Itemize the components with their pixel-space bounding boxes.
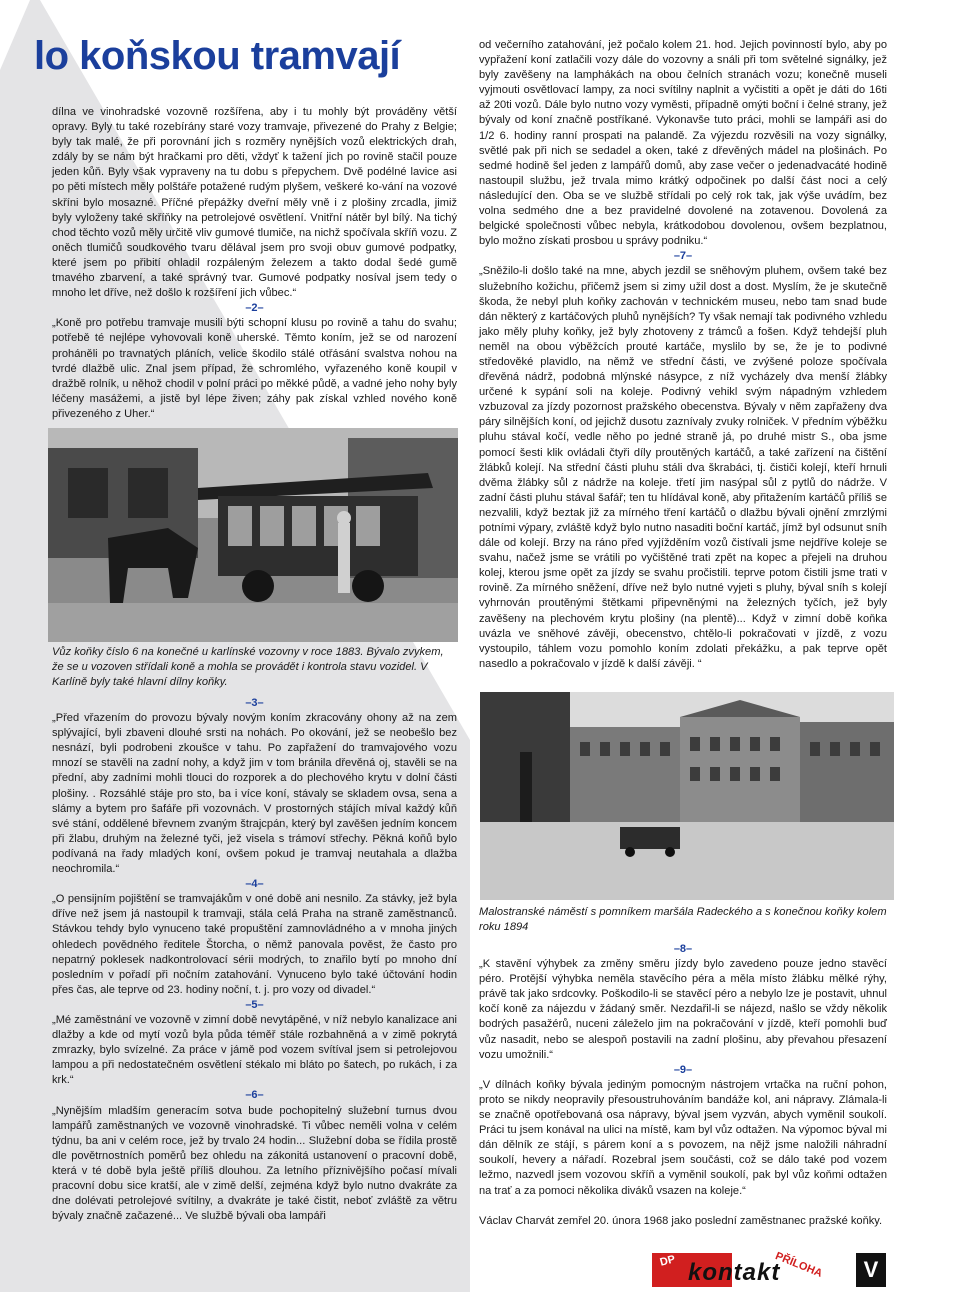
- intro-paragraph: dílna ve vinohradské vozovně rozšířena, aby i tu mohly být prováděny větší opravy. Byly tu také rozebírány staré vozy tramvaje, přivezené do Prahy z Belgie; byly tak malé, že při porovnání jich s rozměry nynějších vozů elektrických drah, zdály by se nám být hračkami pro děti, vždyť k tažení jich po rovině stačil pouze jeden kůň. Byly však vypraveny na tu dobu s přepychem. Dvě podélné lavice asi po pěti místech měly polštáře potažené rudým plyšem, veškeré ko-vání na vozové skříni bylo mosazné. Příčné přepážky dveřní měly vně i z plošiny zrcadla, jimiž byly vyloženy také skříňky na petrolejové osvětlení. Vnitřní nátěr byl bílý. Na tichý chod těchto vozů měly určitě vliv gumové tlumiče, na nichž spočívala skříň vozu. Z oněch tlumičů soudkového tvaru dělával jsem pro svoji obuv gumové podpatky, které jsem po přibití ohladil rozpáleným železem a takto dodal šedé gumě tmavého zbarvení, a také správný tvar. Gumové podpatky nosíval jsem tedy o mnoho let dříve, než došlo k rozšíření jich vůbec.“: [52, 106, 457, 300]
- closing-note: Václav Charvát zemřel 20. února 1968 jako poslední zaměstnanec pražské koňky.: [479, 1214, 883, 1227]
- footer-badge: [652, 1250, 886, 1287]
- section-6-text: „Nynějším mladším generacím sotva bude pochopitelný služební turnus dvou lampářů zaměstnaných ve vozovně vinohradské. Ti vůbec neměli volna v celém týdnu, ba ani v celém roce, jež by trvalo 24 hodin... Služební doba se řídila prostě dle povětrnostních poměrů bez ohledu na zákonitá ustanovení o pracovní době, která v té době byla ještě příliš dlouhou. Za letního příznivějšího počasí mívali pracovní dobu sice kratší, ale v zimě delší, zejména když bylo nutno dvakráte za dne dolévati petrolejové svítilny, a dvakráte je také čistit, neboť zvláště za větru bývaly značně začazené... Ve službě bývali oba lampáři: [52, 1104, 457, 1223]
- right-column-top: [479, 38, 887, 672]
- section-7-text: „Sněžilo-li došlo také na mne, abych jezdil se sněhovým pluhem, ovšem také bez služebního kožichu, přičemž jsem si zimy užil dost a dost. Myslím, že je skutečně škoda, že nebyl pluh koňky zachován v technickém museu, nebo tam snad bude dán některý z kartáčových pluhů nynějších? Ty však nemají tak podivného vzhledu jako měly pluhy koňky, jež byly zhotoveny z trámců a fošen. Když tehdejší pluh neměl na obou výběžcích prouté kartáče, myslilo by se, že je to podivné středověké plavidlo, na němž ve střední části, ve zvýšené poloze spočívala dřevěná nádrž, podobná mlýnské násypce, z níž vycházely dva menší žlábky určené k sypání soli na koleje. Podivný vehikl svým nápadným vzhledem vzbuzoval za jízdy pozornost pražského obecenstva. Bývaly v něm zapřaženy dva páry silnějších koní, od jejichž dusotu zaznívaly zvuky rolniček. V předním výběžku pluhu stával kočí, vedle něho po jedné straně já, po druhé mistr S., oba jsme pomocí šesti klik ovládali čtyři díly proutěných kartáčů, a také zařízení na čištění žlábků kolejí. Na střední části pluhu stáli dva škrabáci, tj. čističi kolejí, kteří hrnuli dvěma žlábky sůl z nádrže na koleje. třetí jim nasýpal sůl z pytlů do nádrže. V zadní části pluhu stával šafář; ten tu hlídával koně, aby přitažením kartáčů příliš se nezvalili, když beztak již za mírného tření kartáčů o dlažbu bývali ojnění zmrzlými potními výpary, zvláště když bylo nutno nasaditi boční kartáč, jímž byl odsunut sníh dále od kolejí. Brzy na ráno před vyjížděním vozů čistívali jsme nejdříve koleje se svahu, načež jsme se vrátili po vyčištěné trati zpět na kopec a přejeli na druhou kolej, kterou jsme opět za jízdy se svahu pročistili. teprve potom čistili jsme trati v rovině. Za mírného sněžení, dříve než bylo nutné vyjeti s pluhy, býval sníh s kolejí vyhrnován proutěnými štětkami připevněnými na železných tyčích, jež byly zavěšeny na plechovém krytu plošiny (na plentě)... Když v zimní době koňka uvázla ve sněhové závěji, obecenstvo, chtělo-li pokračovati v jízdě, z vozu vystoupilo, táhlem vozu pomohlo koním zdolati překážku, a pak teprve opět nasedlo a pokračovalo v jízdě k další závěji. “: [479, 265, 887, 670]
- section-9-text: „V dílnách koňky bývala jediným pomocným nástrojem vrtačka na ruční pohon, proto se nikdy neopravily přesoustruhováním bandáže kol, ani nápravy. Zlámala-li se značně opotřebovaná osa nápravy, býval jsem vyzván, abych vyměnil soukolí. Práci tu jsem konával na ulici na místě, kam byl vůz odtažen. Na výpomoc býval mi dán dělník ze stájí, s párem koní a s povozem, na nějž jsme naložili náhradní soukolí, hevery a nářadí. Rozebral jsem součásti, což se dálo také pod vozem ležmo, nazvedl jsem vozovou skříň a vyměnil soukolí, pak byl vůz koňmi odtažen na trať a za pomoci několika diváků vsazen na koleje.“: [479, 1078, 887, 1197]
- section-5-text: „Mé zaměstnání ve vozovně v zimní době nevytápěné, v níž nebylo kanalizace ani dlažby a kde od mytí vozů byla půda téměř stále rozbahněná a v zimě pokrytá zmrazky, bylo svízelné. Za práce v jámě pod vozem svítíval jsem si petrolejovou lampou a při nedostatečném osvětlení stékalo mi bláto po šatech, po rukách, i za krk.“: [52, 1013, 457, 1087]
- photo-horse-tram-karlin: [48, 428, 458, 642]
- section-heading-3: –3–: [245, 697, 264, 709]
- section-3-text: „Před vřazením do provozu bývaly novým koním zkracovány ohony až na zem splývající, byli zbaveni dlouhé srsti na nohách. Po okování, jež se neobešlo bez nesnází, byli podrobeni zkoušce v tahu. Po zapřažení do tramvajového vozu mnozí se stavěli na zadní nohy, a když jim v tom bránila dřevěná oj, stavěli se na přední, aby zadními mohli tlouci do rozporek a do plechového krytu v dolní části plošiny. . Rozsáhlé stáje pro sto, ba i více koní, stávaly se skladem ovsa, sena a slámy a bytem pro šafáře při vozovnách. V prostorných stájích míval každý kůň své stání, oddělené břevnem zvaným štrajcpán, který byl zavěšen jedním koncem při žlabu, druhým na železné tyči, jež visela s trámoví střechy. Pěkná koňů bylo podívaná na řady mladých koní, ovšem pokud je tramvaj neutahala a dlažba neochromila.“: [52, 712, 457, 876]
- section-heading-2: –2–: [245, 302, 264, 315]
- page-number: V: [856, 1253, 886, 1287]
- right-column-bottom: [479, 942, 887, 1229]
- continuation-paragraph: od večerního zatahování, jež počalo kolem 21. hod. Jejich povinností bylo, aby po vypřažení koní zatlačili vozy dále do vozovny a snáli při tom světelné signálky, jež byly zavěšeny na lamphákách na obou čelních stranách vozu; konečně museli vyjmouti osvětlovací lampy, za noci svítilny naplnit a vyčistiti a opět je dáti do 16ti až 20ti vozů. Dále bylo nutno vozy vyměsti, případně omýti boční i čelné strany, jež bývaly od koní značně postříkané. Vykonavše tuto práci, mohli se lampáři asi do 1/2 6. hodiny ranní prospati na palandě. Za výjezdu rozvěsili na vozy signálky, světlé pak při nich se sedadel a oken, také z dřevěných mádel na plošinách. Po sedmé hodině šel jeden z lampářů domů, aby zase večer o jedenadvacáté hodině nastoupil službu, jež trvala mimo krátký odpočinek po další část noci a celý následující den. Oba se ve službě střídali po celý rok tak, jak výše uvádím, bez volna sedmého dne a bez pravidelné dovolené na zotavenou. Dovolená za belgické společnosti vůbec nebyla, krátkodobou dovolenou, ovšem bezplatnou, bylo možno získati prosbou u správy podniku.“: [479, 39, 887, 248]
- section-4-text: „O pensijním pojištění se tramvajákům v oné době ani nesnilo. Za stávky, jež byla dříve než jsem já nastoupil k tramvaji, stála celá Praha na straně zaměstnanců. Stávkou tehdy bylo vynuceno také propuštění zamnovládného a v mnoha jiných ohledech povědného ředitele Štorcha, o němž panovala pověst, že často pro nepatrný poklesek nadkontrolovací sérii modrých, to znařilo bytí po mnoho dní posledním v pořadí při nočním zatahování. Vynuceno bylo také účtování hodin přes čas, ale teprve od 23. hodiny noční, t. j. pro vozy od divadel.“: [52, 893, 457, 996]
- section-heading-4: –4–: [245, 878, 264, 891]
- priloha-label: PŘÍLOHA: [773, 1250, 824, 1280]
- photo-caption-karlin: Vůz koňky číslo 6 na konečné u karlínské vozovny v roce 1883. Bývalo zvykem, že se u vozoven střídali koně a mohla se provádět i kontrola stavu vozidel. V Karlíně byly také hlavní dílny koňky.: [52, 646, 444, 689]
- section-heading-5: –5–: [245, 998, 264, 1011]
- dp-logo-text: DP: [658, 1253, 677, 1269]
- section-heading-8: –8–: [673, 943, 693, 955]
- section-heading-6: –6–: [245, 1089, 264, 1102]
- left-column-top: [52, 105, 457, 422]
- section-8-text: „K stavění výhybek za změny směru jízdy bylo zavedeno pouze jedno stavěcí péro. Protější výhybka neměla stavěcího péra a měla místo žlábku mělké rýhy, právě tak jako srdcovky. Poškodilo-li se stavěcí péro a nebylo lze je postavit, uhnul kočí koně za nájezdu v žádaný směr. Nezdařil-li se nájezd, našlo se vždy několik bodrých pasažérů, nuceni záleželo jim na pokračování v jízdě, kteří pomohli buď vůz nasadit, nebo se alespoň postavili na zadní plošinu, aby převahou přesazení vozu umožnili.“: [479, 958, 887, 1061]
- photo-malostranske-namesti: [480, 692, 894, 900]
- page-title: lo koňskou tramvají: [34, 34, 401, 78]
- section-heading-9: –9–: [673, 1063, 693, 1076]
- section-heading-7: –7–: [673, 250, 693, 263]
- section-2-text: „Koně pro potřebu tramvaje musili býti schopní klusu po rovině a tahu do svahu; potřebě té nejlépe vyhovovali koně uherské. Těmto koním, jež se od narození proháněli po travnatých pláních, velice škodilo stálé otřásání svalstva nohou na tvrdé dlažbě ulic. Znal jsem případ, že schromlého, vyřazeného koně koupil v dražbě rolník, u něhož chodil v polní práci po měkké půdě, a vadné jeho nohy byly léčeny masážemi, a jistě byl lépe živen; záhy pak získal vzhled nového koně přivezeného z Uher.“: [52, 317, 457, 420]
- kontakt-logo: kontakt: [688, 1259, 781, 1286]
- left-column-bottom: [52, 696, 457, 1224]
- photo-caption-malostranske: Malostranské náměstí s pomníkem maršála Radeckého a s konečnou koňky kolem roku 1894: [479, 906, 887, 934]
